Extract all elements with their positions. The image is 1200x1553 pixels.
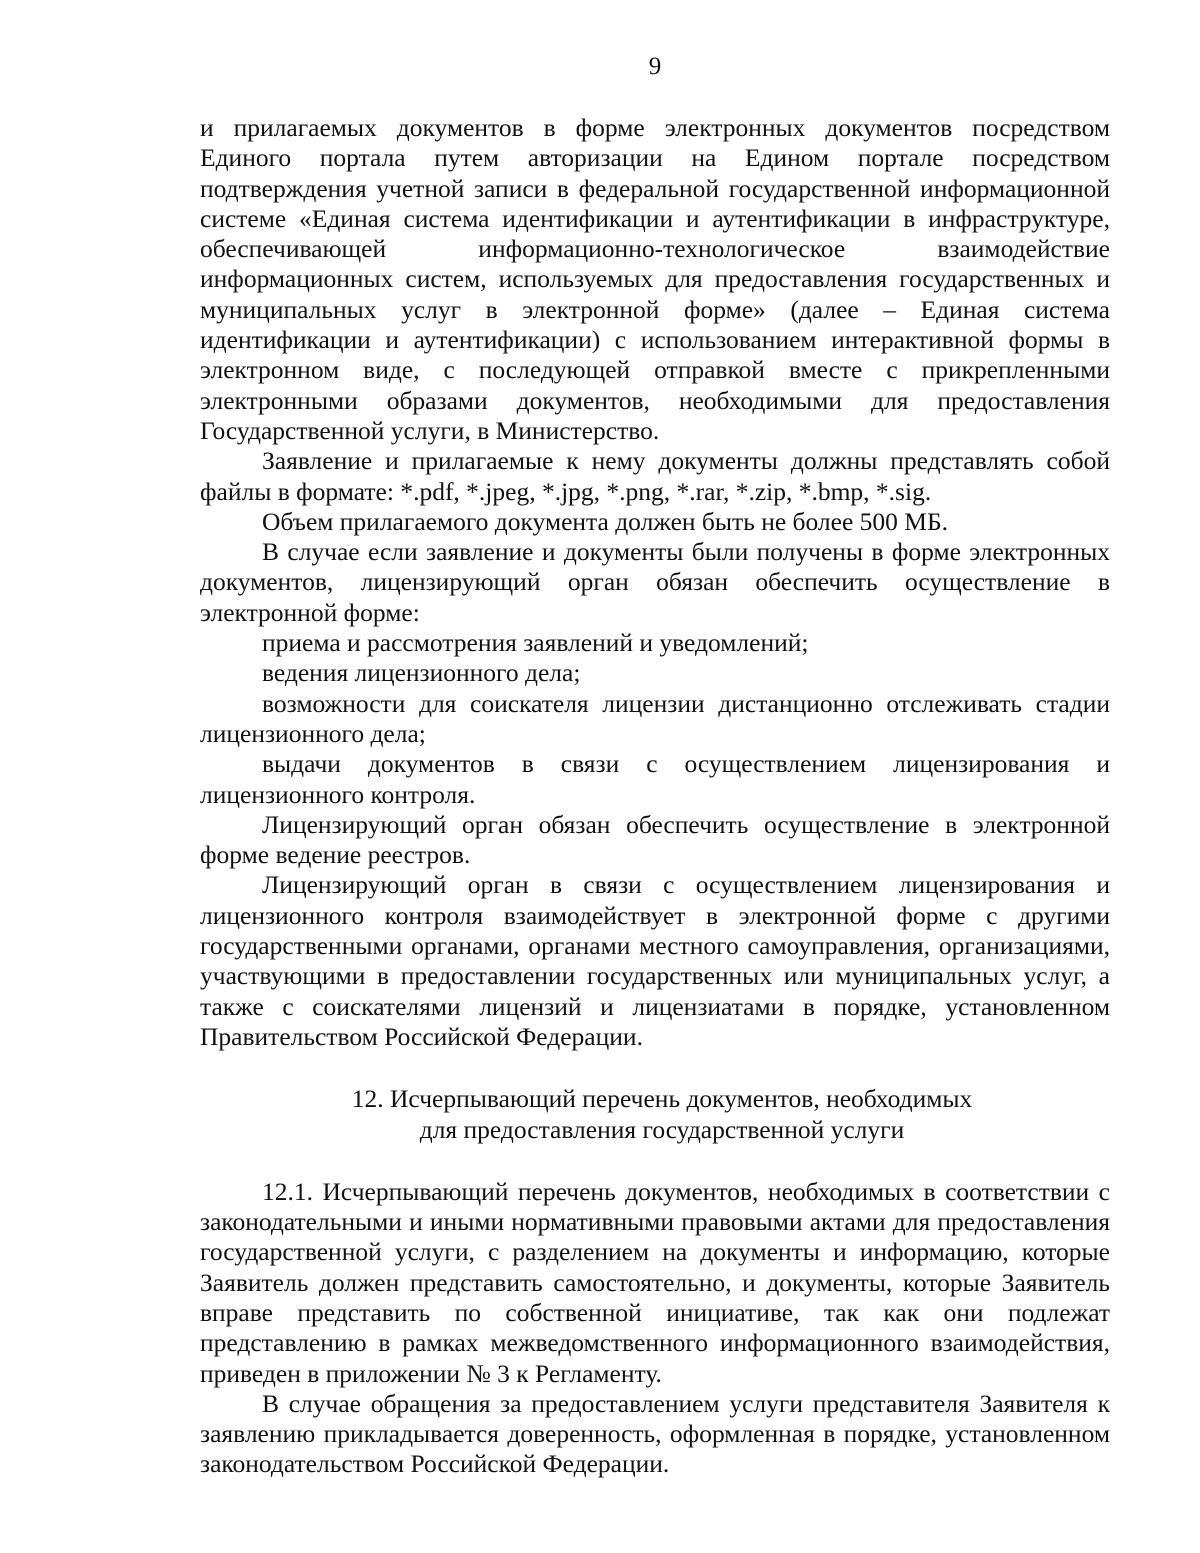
paragraph: Лицензирующий орган обязан обеспечить осуществление в электронной форме ведение реестров.	[200, 809, 1110, 870]
section-heading	[200, 1084, 1110, 1145]
page-number: 9	[648, 53, 662, 80]
paragraph: ведения лицензионного дела;	[262, 658, 581, 688]
paragraph: Заявление и прилагаемые к нему документы должны представлять собой файлы в формате: *.pdf, *.jpeg, *.jpg, *.png, *.rar, *.zip, *.bmp, *.sig.	[200, 446, 1110, 506]
paragraph: выдачи документов в связи с осуществлением лицензирования и лицензионного контроля.	[200, 749, 1110, 809]
paragraph: приема и рассмотрения заявлений и уведомлений;	[262, 628, 809, 658]
section-heading-line: 12. Исчерпывающий перечень документов, необходимых	[351, 1084, 973, 1114]
paragraph: 12.1. Исчерпывающий перечень документов, необходимых в соответствии с законодательными и иными нормативными правовыми актами для предоставления государственной услуги, с разделением на документы и информацию, которые Заявитель должен представить самостоятельно, и документы, которые Заявитель вправе представить по собственной инициативе, так как они подлежат представлению в рамках межведомственного информационного взаимодействия, приведен в приложении № 3 к Регламенту.	[200, 1176, 1110, 1388]
paragraph: возможности для соискателя лицензии дистанционно отслеживать стадии лицензионного дела;	[200, 688, 1110, 748]
paragraph: В случае обращения за предоставлением услуги представителя Заявителя к заявлению прикладывается доверенность, оформленная в порядке, установленном законодательством Российской Федерации.	[200, 1388, 1110, 1479]
document-body	[200, 113, 1110, 1480]
paragraph: и прилагаемых документов в форме электронных документов посредством Единого портала путем авторизации на Едином портале посредством подтверждения учетной записи в федеральной государственной информационной системе «Единая система идентификации и аутентификации в инфраструктуре, обеспечивающей информационно-технологическое взаимодействие информационных систем, используемых для предоставления государственных и муниципальных услуг в электронной форме» (далее – Единая система идентификации и аутентификации) с использованием интерактивной формы в электронном виде, с последующей отправкой вместе с прикрепленными электронными образами документов, необходимыми для предоставления Государственной услуги, в Министерство.	[200, 113, 1110, 445]
section-heading-line: для предоставления государственной услуги	[419, 1114, 905, 1144]
paragraph: Объем прилагаемого документа должен быть не более 500 МБ.	[262, 506, 948, 536]
paragraph: Лицензирующий орган в связи с осуществлением лицензирования и лицензионного контроля взаимодействует в электронной форме с другими государственными органами, органами местного самоуправления, организациями, участвующими в предоставлении государственных или муниципальных услуг, а также с соискателями лицензий и лицензиатами в порядке, установленном Правительством Российской Федерации.	[200, 870, 1110, 1051]
paragraph: В случае если заявление и документы были получены в форме электронных документов, лицензирующий орган обязан обеспечить осуществление в электронной форме:	[200, 537, 1110, 627]
